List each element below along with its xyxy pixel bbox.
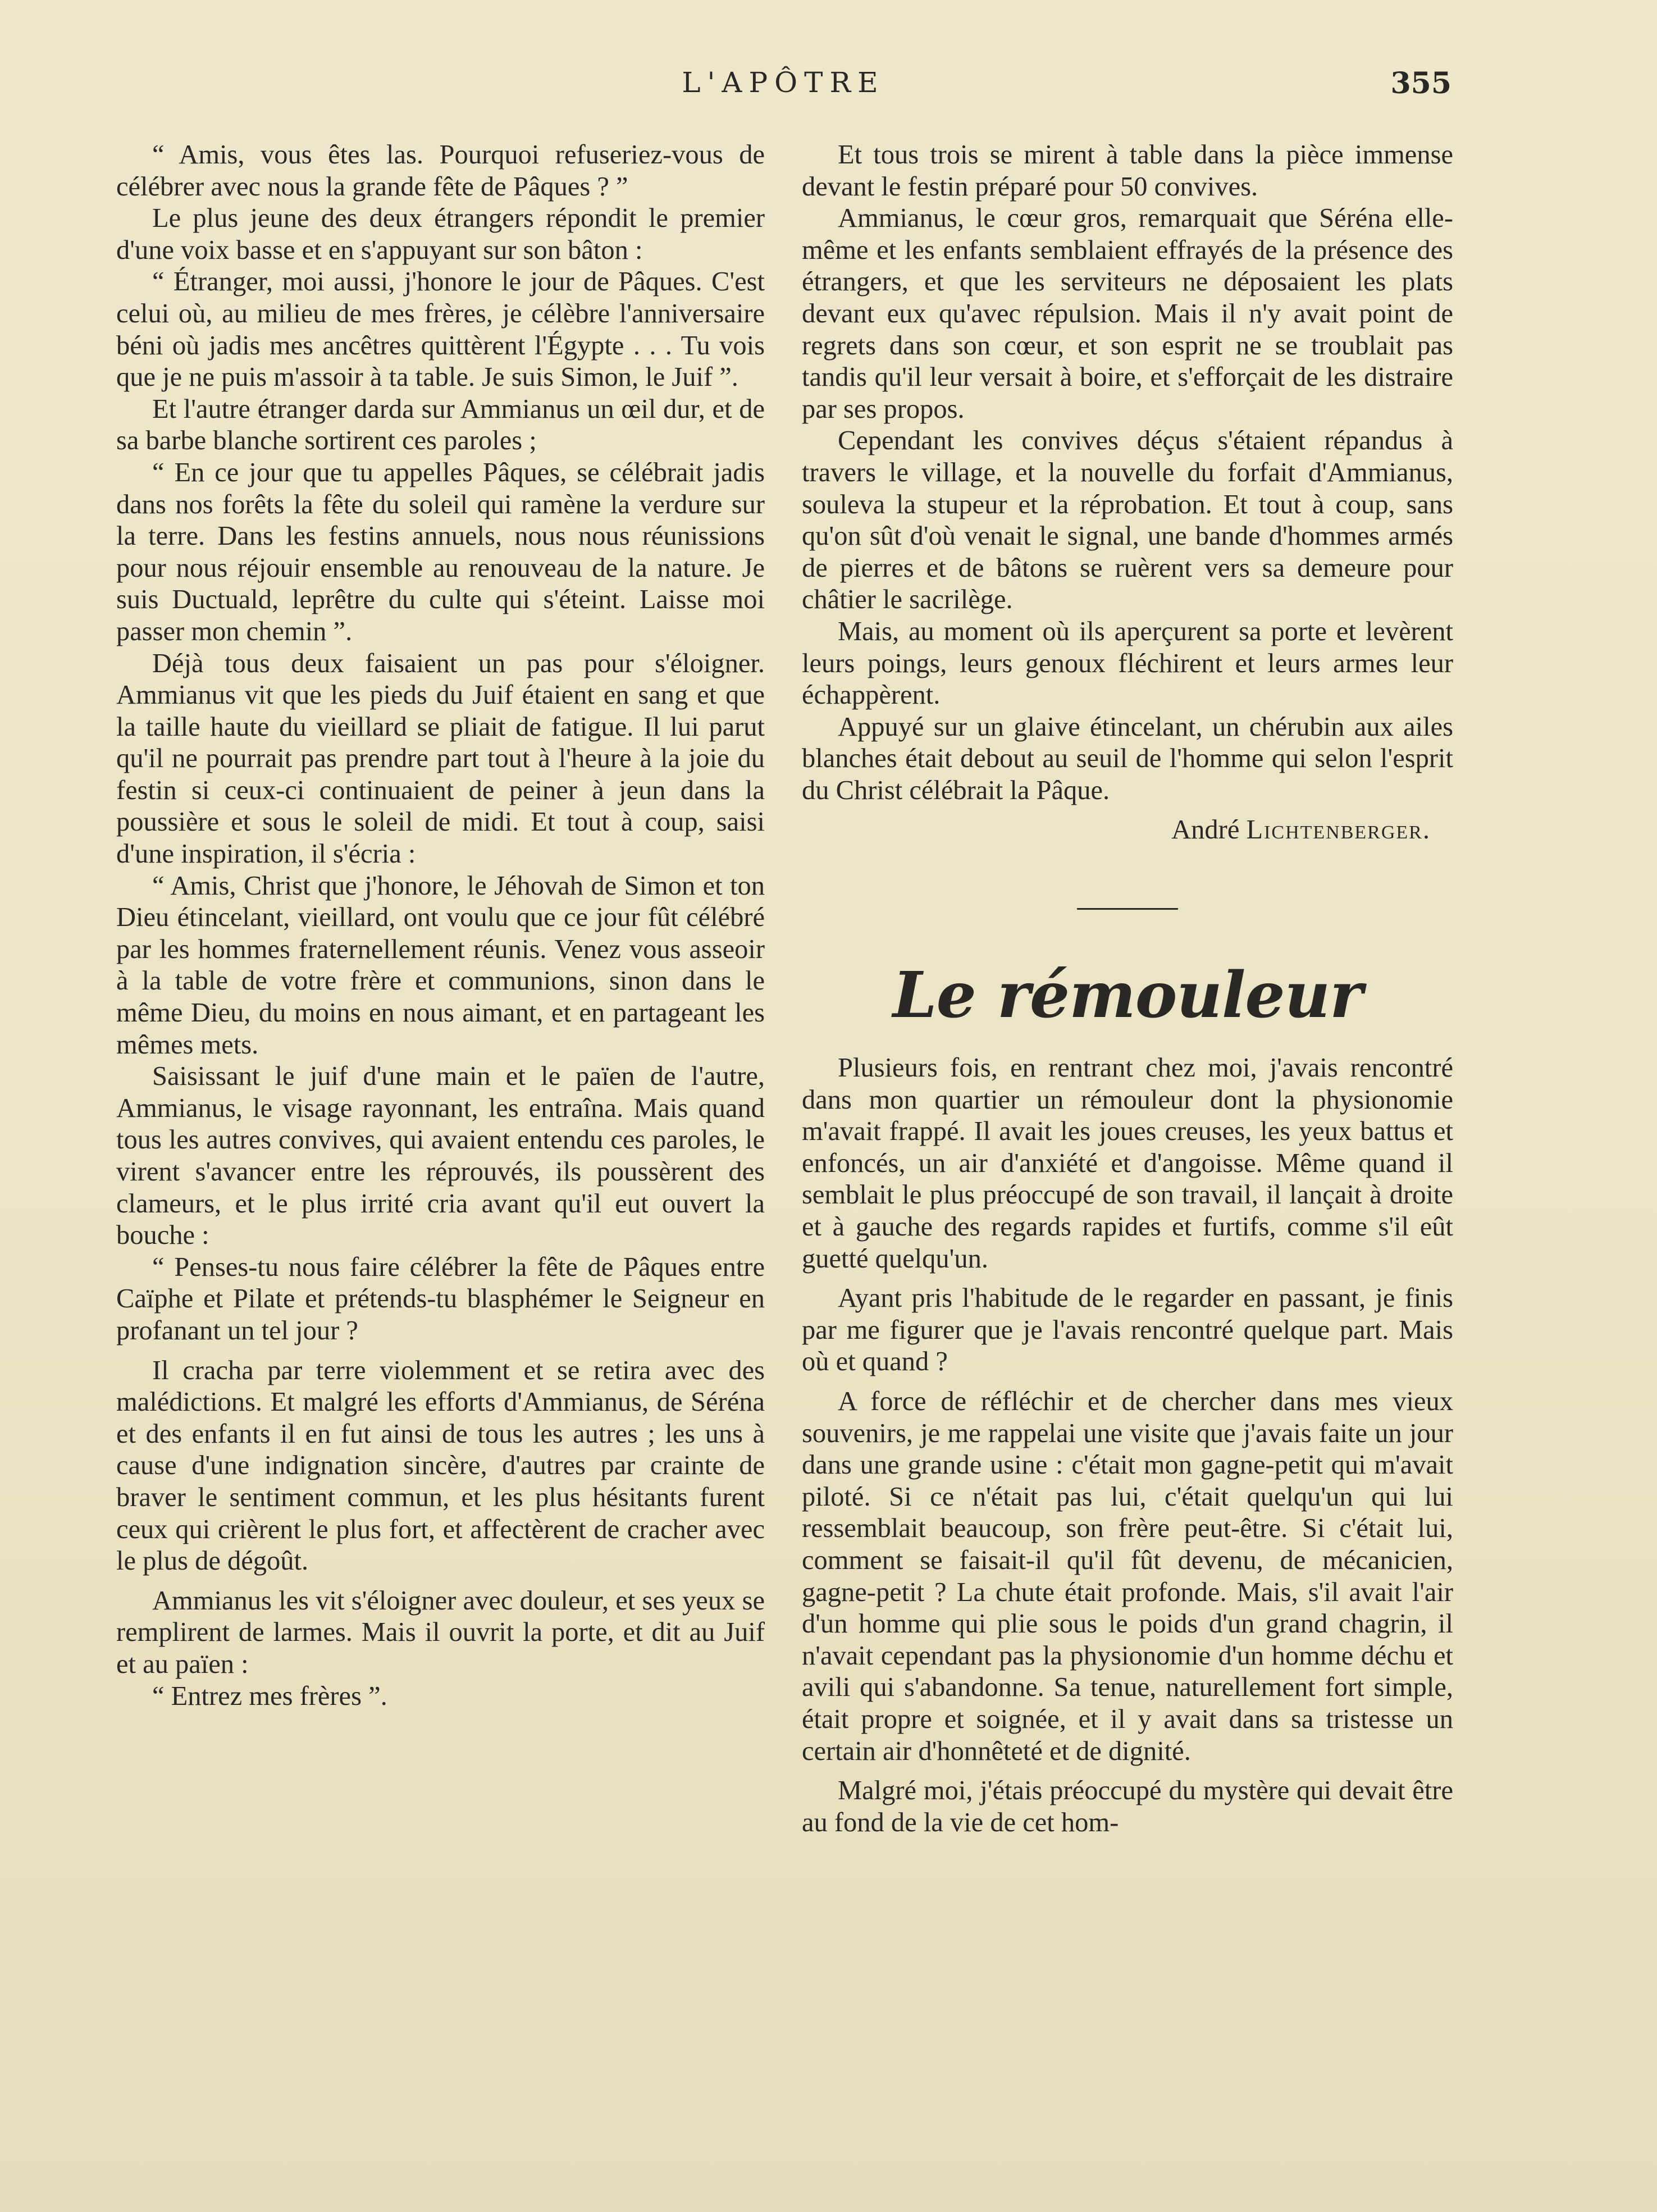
paragraph: Le plus jeune des deux étrangers répondit le premier d'une voix basse et en s'appuyant sur son bâton : [116,203,765,265]
paragraph: Saisissant le juif d'une main et le païen de l'autre, Ammianus, le visage rayonnant, les entraîna. Mais quand tous les autres convives, qui avaient entendu ces paroles, le virent s'avancer entre les réprouvés, ils poussèrent des clameurs, et le plus irrité cria avant qu'il eut ouvert la bouche : [116,1061,765,1251]
author-first-name: André [1171,815,1240,845]
paragraph: A force de réfléchir et de chercher dans mes vieux souvenirs, je me rappelai une visite que j'avais faite un jour dans une grande usine : c'était mon gagne-petit qui m'avait piloté. Si ce n'était pas lui, c'était quelqu'un qui lui ressemblait beaucoup, son frère peut-être. Si c'était lui, comment se faisait-il qu'il fût devenu, de mécanicien, gagne-petit ? La chute était profonde. Mais, s'il avait l'air d'un homme qui plie sous le poids d'un grand chagrin, il n'avait cependant pas la physionomie d'un homme déchu et avili qui s'abandonne. Sa tenue, naturellement fort simple, était propre et soignée, et il y avait dans sa tristesse un certain air d'honnêteté et de dignité. [802,1387,1453,1766]
author-last-name: Lichtenberger. [1246,815,1431,845]
section-divider [1077,908,1178,910]
paragraph: Cependant les convives déçus s'étaient répandus à travers le village, et la nouvelle du forfait d'Ammianus, souleva la stupeur et la réprobation. Et tout à coup, sans qu'on sût d'où venait le signal, une bande d'hommes armés de pierres et de bâtons se ruèrent vers sa demeure pour châtier le sacrilège. [802,426,1453,615]
page-number: 355 [1390,66,1451,101]
paragraph: Et l'autre étranger darda sur Ammianus un œil dur, et de sa barbe blanche sortirent ces paroles ; [116,394,765,456]
left-column [116,139,765,1712]
paragraph: “ Amis, Christ que j'honore, le Jéhovah de Simon et ton Dieu étincelant, vieillard, ont voulu que ce jour fût célébré par les hommes fraternellement réunis. Venez vous asseoir à la table de votre frère et communions, sinon dans le même Dieu, du moins en nous aimant, et en partageant les mêmes mets. [116,870,765,1060]
paragraph: Et tous trois se mirent à table dans la pièce immense devant le festin préparé pour 50 convives. [802,140,1453,202]
paragraph: Plusieurs fois, en rentrant chez moi, j'avais rencontré dans mon quartier un rémouleur dont la physionomie m'avait frappé. Il avait les joues creuses, les yeux battus et enfoncés, un air d'anxiété et d'angoisse. Même quand il semblait le plus préoccupé de son travail, il lançait à droite et à gauche des regards rapides et furtifs, comme s'il eût guetté quelqu'un. [802,1053,1453,1274]
paragraph: “ Penses-tu nous faire célébrer la fête de Pâques entre Caïphe et Pilate et prétends-tu blasphémer le Seigneur en profanant un tel jour ? [116,1252,765,1346]
paragraph: Malgré moi, j'étais préoccupé du mystère qui devait être au fond de la vie de cet hom- [802,1776,1453,1837]
paragraph: Déjà tous deux faisaient un pas pour s'éloigner. Ammianus vit que les pieds du Juif étaient en sang et que la taille haute du vieillard se pliait de fatigue. Il lui parut qu'il ne pourrait pas prendre part tout à l'heure à la joie du festin si ceux-ci continuaient de peiner à jeun dans la poussière et sous le soleil de midi. Et tout à coup, saisi d'une inspiration, il s'écria : [116,648,765,869]
paragraph: “ Entrez mes frères ”. [152,1681,387,1711]
paragraph: Mais, au moment où ils aperçurent sa porte et levèrent leurs poings, leurs genoux fléchirent et leurs armes leur échappèrent. [802,616,1453,710]
right-column [802,139,1453,1839]
paragraph: Ammianus les vit s'éloigner avec douleur, et ses yeux se remplirent de larmes. Mais il ouvrit la porte, et dit au Juif et au païen : [116,1585,765,1679]
paragraph: “ Étranger, moi aussi, j'honore le jour de Pâques. C'est celui où, au milieu de mes frères, je célèbre l'anniversaire béni où jadis mes ancêtres quittèrent l'Égypte . . . Tu vois que je ne puis m'assoir à ta table. Je suis Simon, le Juif ”. [116,267,765,393]
article-title: Le rémouleur [892,959,1363,1033]
running-header [115,66,1451,106]
paragraph: Appuyé sur un glaive étincelant, un chérubin aux ailes blanches était debout au seuil de l'homme qui selon l'esprit du Christ célébrait la Pâque. [802,712,1453,805]
paragraph: Ayant pris l'habitude de le regarder en passant, je finis par me figurer que je l'avais rencontré quelque part. Mais où et quand ? [802,1283,1453,1377]
running-title: L'APÔTRE [682,66,885,99]
author-signature [802,814,1431,846]
paragraph: “ En ce jour que tu appelles Pâques, se célébrait jadis dans nos forêts la fête du soleil qui ramène la verdure sur la terre. Dans les festins annuels, nous nous réunissions pour nous réjouir ensemble au renouveau de la nature. Je suis Ductuald, leprêtre du culte qui s'éteint. Laisse moi passer mon chemin ”. [116,457,765,646]
paragraph: “ Amis, vous êtes las. Pourquoi refuseriez-vous de célébrer avec nous la grande fête de Pâques ? ” [116,140,765,202]
paragraph: Ammianus, le cœur gros, remarquait que Séréna elle-même et les enfants semblaient effrayés de la présence des étrangers, et que les serviteurs ne déposaient les plats devant eux qu'avec répulsion. Mais il n'y avait point de regrets dans son cœur, et son esprit ne se troublait pas tandis qu'il leur versait à boire, et s'efforçait de les distraire par ses propos. [802,203,1453,424]
paragraph: Il cracha par terre violemment et se retira avec des malédictions. Et malgré les efforts d'Ammianus, de Séréna et des enfants il en fut ainsi de tous les autres ; les uns à cause d'une indignation sincère, d'autres par crainte de braver le sentiment commun, et les plus hésitants furent ceux qui crièrent le plus fort, et affectèrent de cracher avec le plus de dégoût. [116,1355,765,1576]
